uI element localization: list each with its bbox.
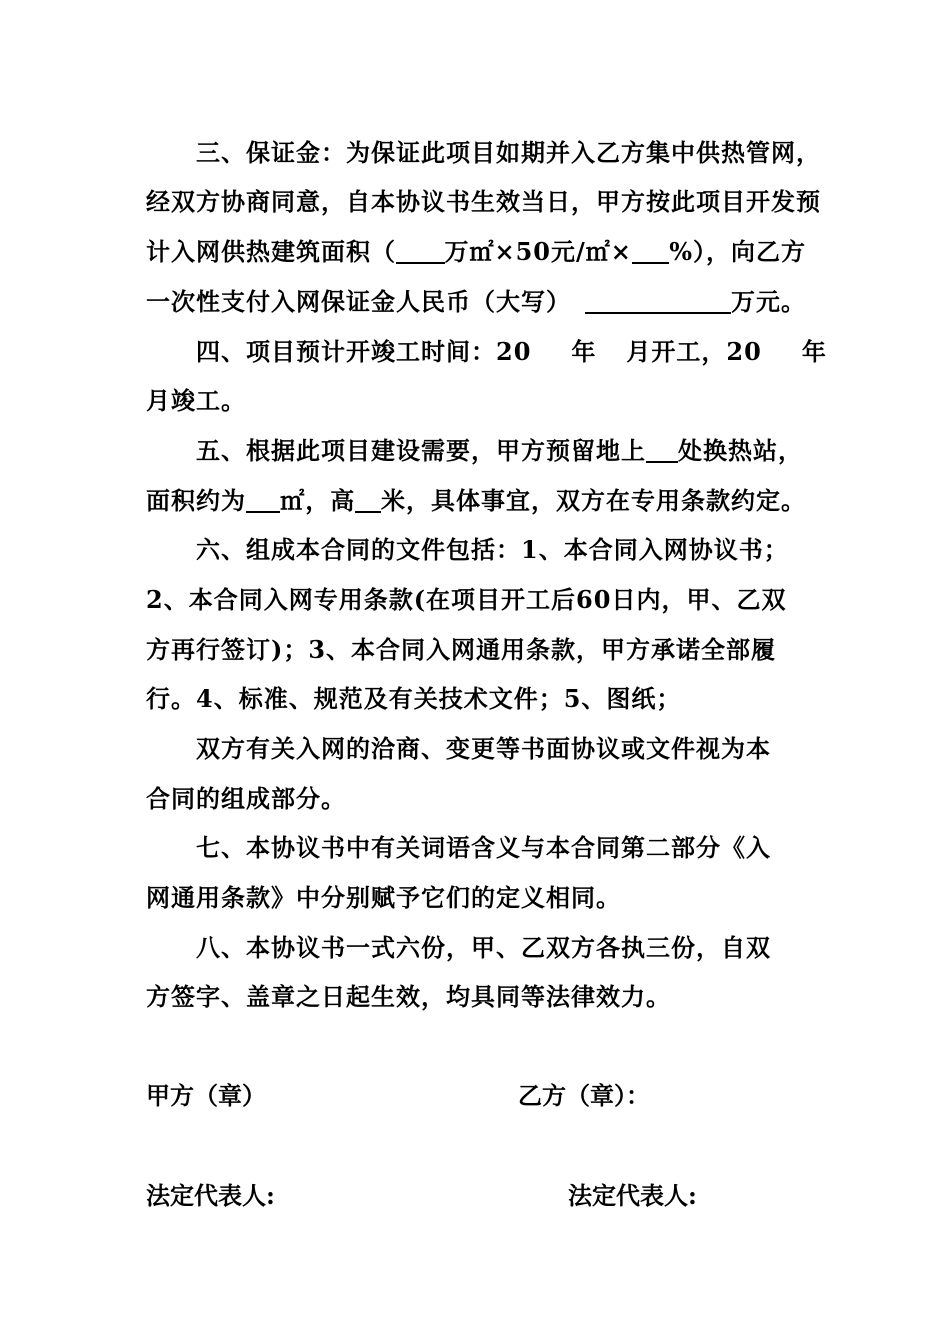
clause-3-rate-label: 万㎡×50元/㎡× (444, 237, 632, 266)
station-area-blank (246, 489, 280, 513)
percent-blank (632, 240, 669, 264)
clause-7-line-2: 网通用条款》中分别赋予它们的定义相同。 (146, 883, 621, 912)
clause-4-start-year: 四、项目预计开竣工时间：20 (196, 337, 532, 366)
clause-4-year-2: 年 (801, 337, 827, 366)
clause-5-station-label: 五、根据此项目建设需要，甲方预留地上 (196, 436, 646, 465)
clause-3-line-3 (146, 236, 806, 268)
station-height-blank (355, 489, 381, 513)
clause-6-line-2: 2、本合同入网专用条款(在项目开工后60日内，甲、乙双 (146, 585, 787, 614)
clause-3-percent-label: %），向乙方 (669, 237, 806, 266)
clause-3-line-1: 三、保证金：为保证此项目如期并入乙方集中供热管网， (196, 138, 821, 167)
station-count-blank (646, 439, 678, 463)
clause-5-station-unit: 处换热站， (678, 436, 803, 465)
clause-3-unit-label: 万元。 (731, 287, 806, 316)
clause-6-line-4: 行。4、标准、规范及有关技术文件；5、图纸； (146, 684, 682, 713)
clause-4-line-1 (196, 336, 827, 368)
parts-paragraph-line-2: 合同的组成部分。 (146, 784, 346, 813)
clause-3-area-label: 计入网供热建筑面积（ (146, 237, 396, 266)
clause-3-line-2: 经双方协商同意，自本协议书生效当日，甲方按此项目开发预 (146, 187, 821, 216)
clause-5-height-label: ㎡，高 (280, 486, 356, 515)
clause-4-year-1: 年 (571, 337, 597, 366)
clause-6-line-3: 方再行签订)；3、本合同入网通用条款，甲方承诺全部履 (146, 635, 777, 664)
clause-5-line-2 (146, 485, 806, 517)
clause-7-line-1: 七、本协议书中有关词语含义与本合同第二部分《入 (196, 833, 771, 862)
deposit-amount-blank (585, 290, 731, 314)
parts-paragraph-line-1: 双方有关入网的洽商、变更等书面协议或文件视为本 (196, 734, 771, 763)
party-a-seal-label: 甲方（章） (146, 1081, 266, 1110)
clause-3-line-4 (146, 286, 806, 318)
clause-8-line-2: 方签字、盖章之日起生效，均具同等法律效力。 (146, 982, 671, 1011)
clause-4-line-2: 月竣工。 (146, 386, 246, 415)
party-b-seal-label: 乙方（章）： (518, 1081, 650, 1110)
party-a-representative-label: 法定代表人: (146, 1181, 275, 1210)
clause-5-tail: 米，具体事宜，双方在专用条款约定。 (381, 486, 806, 515)
clause-8-line-1: 八、本协议书一式六份，甲、乙双方各执三份，自双 (196, 933, 771, 962)
clause-5-line-1 (196, 435, 806, 467)
party-b-representative-label: 法定代表人: (568, 1181, 697, 1210)
clause-5-area-label: 面积约为 (146, 486, 246, 515)
clause-6-line-1: 六、组成本合同的文件包括：1、本合同入网协议书； (196, 535, 789, 564)
area-blank (396, 240, 445, 264)
clause-4-start-month: 月开工，20 (626, 337, 762, 366)
clause-3-deposit-label: 一次性支付入网保证金人民币（大写） (146, 287, 571, 316)
